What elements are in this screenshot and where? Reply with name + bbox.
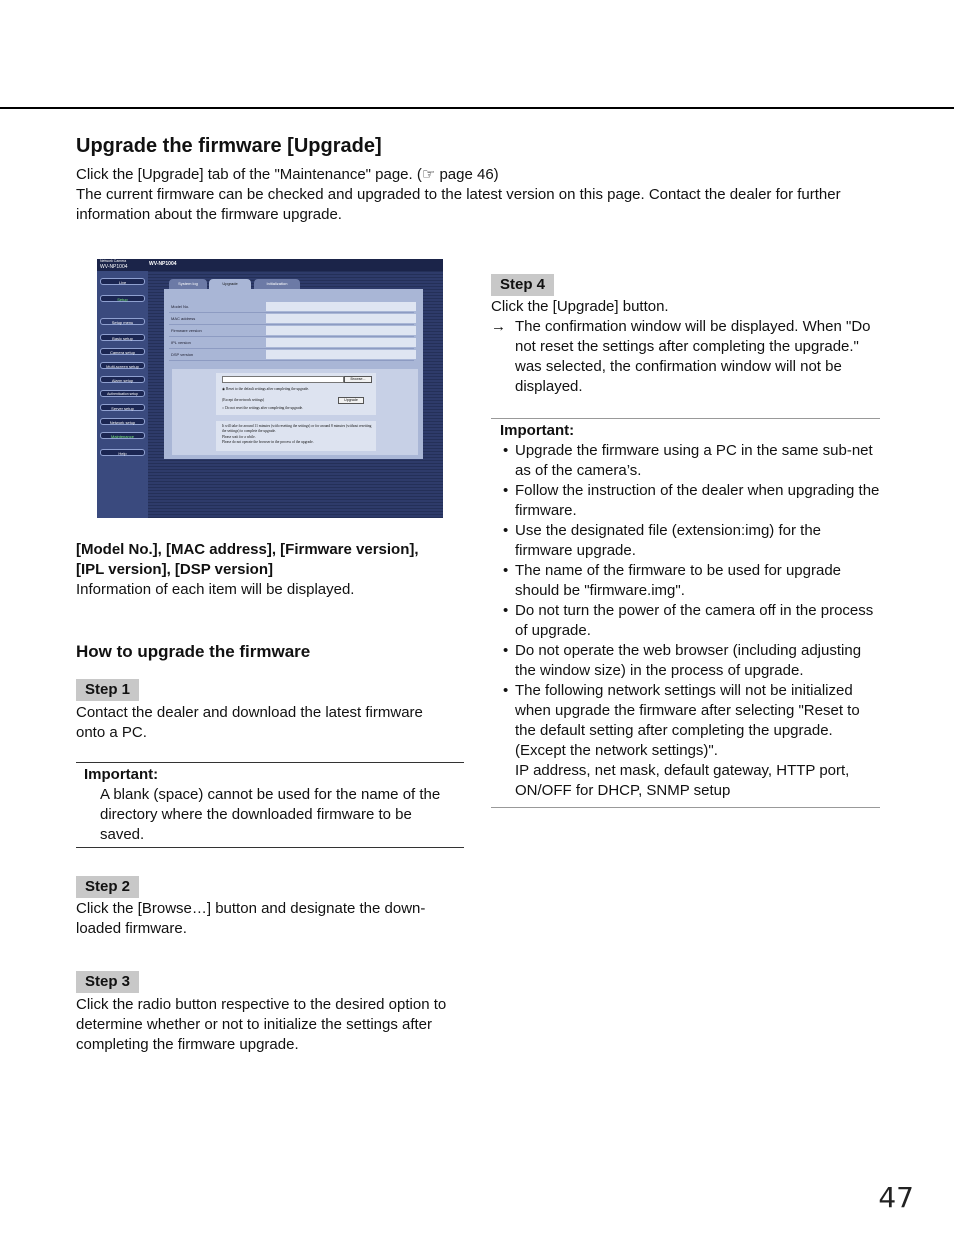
field-label: DSP version [171,352,194,357]
step-badge: Step 4 [491,274,554,296]
important-item: • Do not operate the web browser (including adjusting the window size) in the process of upgrade. [491,641,880,681]
step-badge: Step 1 [76,679,139,701]
upgrade-note-3: Please do not operate the browser in the process of the upgrade. [222,440,314,444]
important-item: • The name of the firmware to be used for upgrade should be "firmware.img". [491,561,880,601]
step-2-label [76,876,139,898]
intro-text [76,165,886,225]
important-extra: IP address, net mask, default gateway, HTTP port, ON/OFF for DHCP, SNMP setup [515,762,850,799]
field-dsp-version [169,349,414,361]
upgrade-note-1: It will take for around 11 minutes (with resetting the settings) or for around 8 minutes (without resetting the settings) to complete the upgrade. [222,424,372,433]
step-4-result-text: The confirmation window will be displayed. When "Do not reset the settings after completing the upgrade." was selected, the confirmation window will not be displayed. [515,318,871,395]
radio-icon: ◉ [222,387,226,391]
info-text: Information of each item will be displayed. [76,581,355,598]
step-4-result [491,317,881,397]
upgrade-panel [164,289,423,459]
header-model: WV-NP1004 [149,261,177,267]
field-label: IPL version [171,340,191,345]
browse-button[interactable]: Browse... [344,376,372,383]
important-box-2 [491,418,880,808]
sidebar-camera-setup[interactable]: Camera setup [100,348,145,355]
sidebar-authentication-setup[interactable]: Authentication setup [100,390,145,397]
step-3-label [76,971,139,993]
important-item: • Use the designated file (extension:img) for the firmware upgrade. [491,521,880,561]
upgrade-note-2: Please wait for a while. [222,435,256,439]
arrow-icon: → [491,318,506,335]
step-2-text: Click the [Browse…] button and designate the down-loaded firmware. [76,900,426,937]
header-small-text: Network Camera [100,259,127,263]
reset-option-label: Reset to the default settings after completing the upgrade. [226,387,309,391]
field-label: MAC address [171,316,196,321]
sidebar-alarm-setup[interactable]: Alarm setup [100,376,145,383]
field-label: Firmware version [171,328,202,333]
field-label: Model No. [171,304,190,309]
intro-line-1: Click the [Upgrade] tab of the "Maintenance" page. (☞ page 46) [76,166,499,183]
info-heading-line-2: [IPL version], [DSP version] [76,561,273,578]
step-4-label [491,274,554,296]
file-path-input[interactable] [222,376,344,383]
tab-initialization[interactable]: Initialization [254,279,300,289]
important-item: • Follow the instruction of the dealer when upgrading the firmware. [491,481,880,521]
radio-icon: ○ [222,406,225,410]
screenshot-header [97,259,443,271]
important-item: • The following network settings will not be initialized when upgrade the firmware after selecting "Reset to the default setting after completing the upgrade. (Except the network settings)". [491,681,880,761]
sidebar-multiscreen-setup[interactable]: Multi-screen setup [100,362,145,369]
header-left-model: WV-NP1004 [100,264,128,270]
field-model-no [169,301,414,313]
reset-option-note: (Except the network settings) [222,398,265,402]
upgrade-button[interactable]: Upgrade [338,397,364,404]
top-rule [0,107,954,109]
sidebar-setup-menu: Setup menu [100,318,145,325]
upgrade-form-area [172,369,418,455]
howto-heading: How to upgrade the firmware [76,642,311,661]
step-badge: Step 3 [76,971,139,993]
info-heading-line-1: [Model No.], [MAC address], [Firmware version], [76,541,419,558]
page-number: 47 [878,1181,914,1214]
no-reset-option-label: Do not reset the settings after completing the upgrade. [225,406,304,410]
step-1-text: Contact the dealer and download the latest firmware onto a PC. [76,704,423,741]
field-firmware-version [169,325,414,337]
sidebar-setup-button[interactable]: Setup [100,295,145,302]
field-value [266,326,416,335]
upgrade-notes-box [216,421,376,451]
important-box-1 [76,762,464,848]
page-title: Upgrade the firmware [Upgrade] [76,135,382,157]
sidebar-maintenance[interactable]: Maintenance [100,432,145,439]
sidebar-help-button[interactable]: Help [100,449,145,456]
no-reset-option-radio[interactable] [222,406,303,411]
sidebar-basic-setup[interactable]: Basic setup [100,334,145,341]
step-3-text: Click the radio button respective to the desired option to determine whether or not to initialize the settings after completing the firmware upgrade. [76,996,447,1053]
important-label: Important: [84,766,159,783]
upgrade-options-box [216,373,376,415]
tab-upgrade[interactable]: Upgrade [209,279,251,289]
important-text: A blank (space) cannot be used for the name of the directory where the downloaded firmware to be saved. [100,786,441,843]
field-value [266,302,416,311]
info-section [76,540,466,600]
sidebar-server-setup[interactable]: Server setup [100,404,145,411]
upgrade-page-screenshot [97,259,443,518]
sidebar-live-button[interactable]: Live [100,278,145,285]
field-value [266,338,416,347]
field-mac-address [169,313,414,325]
step-1-label [76,679,139,701]
reset-option-radio[interactable] [222,387,332,392]
step-4-text: Click the [Upgrade] button. [491,298,669,315]
tab-system-log[interactable]: System log [169,279,207,289]
screenshot-sidebar [97,271,148,518]
important-item: • Upgrade the firmware using a PC in the same sub-net as of the camera’s. [491,441,880,481]
step-badge: Step 2 [76,876,139,898]
sidebar-network-setup[interactable]: Network setup [100,418,145,425]
field-value [266,314,416,323]
important-item: • Do not turn the power of the camera off in the process of upgrade. [491,601,880,641]
field-value [266,350,416,359]
intro-line-2: The current firmware can be checked and upgraded to the latest version on this page. Contact the dealer for further information about the firmware upgrade. [76,186,841,223]
important-label: Important: [500,422,575,439]
field-ipl-version [169,337,414,349]
step-4-section [491,297,881,397]
